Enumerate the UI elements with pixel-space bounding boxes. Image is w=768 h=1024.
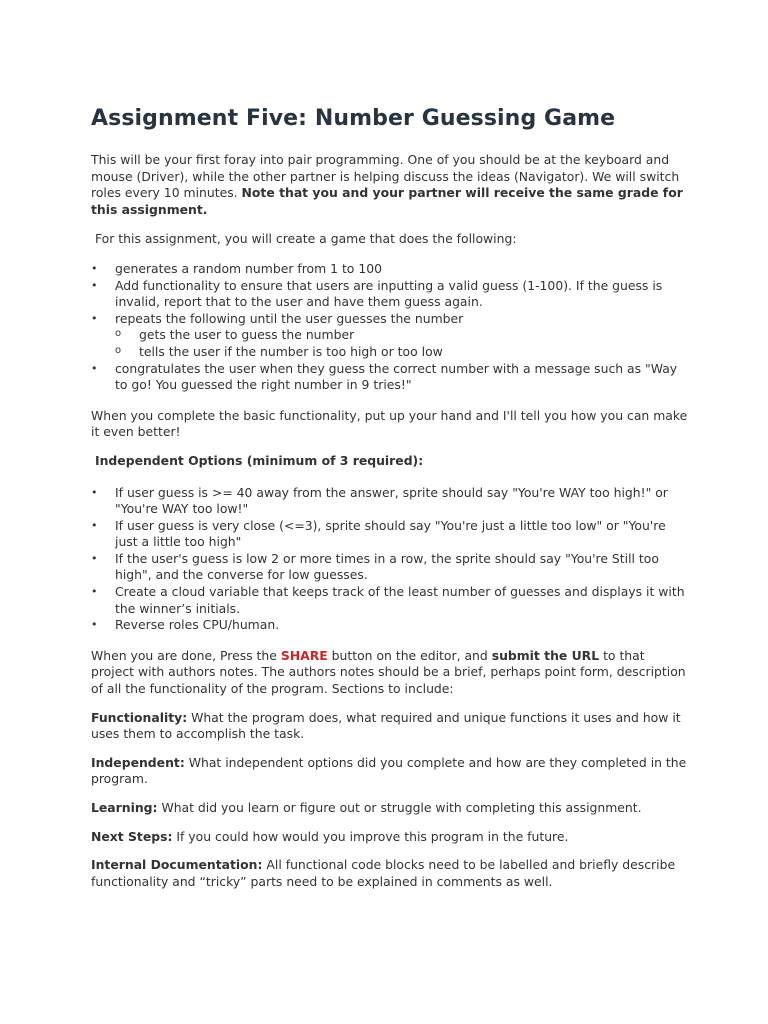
task-lead: For this assignment, you will create a game that does the following: [95,231,517,247]
repeat-steps-list [115,327,691,360]
section-internal-documentation [91,857,691,890]
submission-paragraph [91,648,691,698]
section-functionality [91,710,691,743]
page-title: Assignment Five: Number Guessing Game [91,106,616,131]
intro-text: This will be your first foray into pair programming. One of you should be at the keyboard and mouse (Driver), while the other partner is helping discuss the ideas (Navigator). We will switch roles every 10 minutes. [91,152,680,201]
list-item: • Reverse roles CPU/human. [91,617,691,634]
list-item: • If the user's guess is low 2 or more times in a row, the sprite should say "You're Still too high", and the converse for low guesses. [91,551,691,584]
intro-bold-note: Note that you and your partner will receive the same grade for this assignment. [91,185,683,217]
submit-url-keyword: submit the URL [491,647,600,663]
section-independent [91,755,691,788]
document-body [91,104,691,902]
options-list [91,485,691,634]
section-label: Independent: [91,754,185,770]
list-item [91,311,691,361]
submission-text-after: to that project with authors notes. The authors notes should be a brief, perhaps point form, description of all the functionality of the program. Sections to include: [91,647,686,697]
requirements-list [91,261,691,394]
list-item-text: repeats the following until the user guesses the number [115,310,464,326]
share-keyword: SHARE [280,647,328,663]
list-item: • If user guess is >= 40 away from the answer, sprite should say "You're WAY too high!" or "You're WAY too low!" [91,485,691,518]
list-item: • Create a cloud variable that keeps track of the least number of guesses and displays it with the winner’s initials. [91,584,691,617]
sub-list-item: o gets the user to guess the number [115,327,691,344]
section-learning [91,800,691,817]
section-next-steps [91,829,691,846]
list-item: • generates a random number from 1 to 100 [91,261,691,278]
section-text: What did you learn or figure out or struggle with completing this assignment. [157,800,642,815]
section-text: What the program does, what required and unique functions it uses and how it uses them to accomplish the task. [91,709,681,742]
list-item: • congratulates the user when they guess the correct number with a message such as "Way to go! You guessed the right number in 9 tries!" [91,361,691,394]
submission-text-middle: button on the editor, and [327,647,492,663]
section-text: If you could how would you improve this program in the future. [172,828,569,844]
better-paragraph: When you complete the basic functionality, put up your hand and I'll tell you how you can make it even better! [91,407,688,440]
list-item: • If user guess is very close (<=3), sprite should say "You're just a little too low" or "You're just a little too high" [91,518,691,551]
intro-paragraph [91,152,691,218]
options-heading: Independent Options (minimum of 3 required): [95,452,424,468]
section-text: What independent options did you complete and how are they completed in the program. [91,754,687,787]
section-label: Functionality: [91,709,188,725]
submission-text-before: When you are done, Press the [91,647,281,663]
section-label: Internal Documentation: [91,857,263,873]
section-label: Learning: [91,800,158,815]
list-item: • Add functionality to ensure that users are inputting a valid guess (1-100). If the guess is invalid, report that to the user and have them guess again. [91,278,691,311]
section-text: All functional code blocks need to be labelled and briefly describe functionality and “tricky” parts need to be explained in comments as well. [91,857,676,889]
sub-list-item: o tells the user if the number is too high or too low [115,344,691,361]
section-label: Next Steps: [91,828,173,844]
